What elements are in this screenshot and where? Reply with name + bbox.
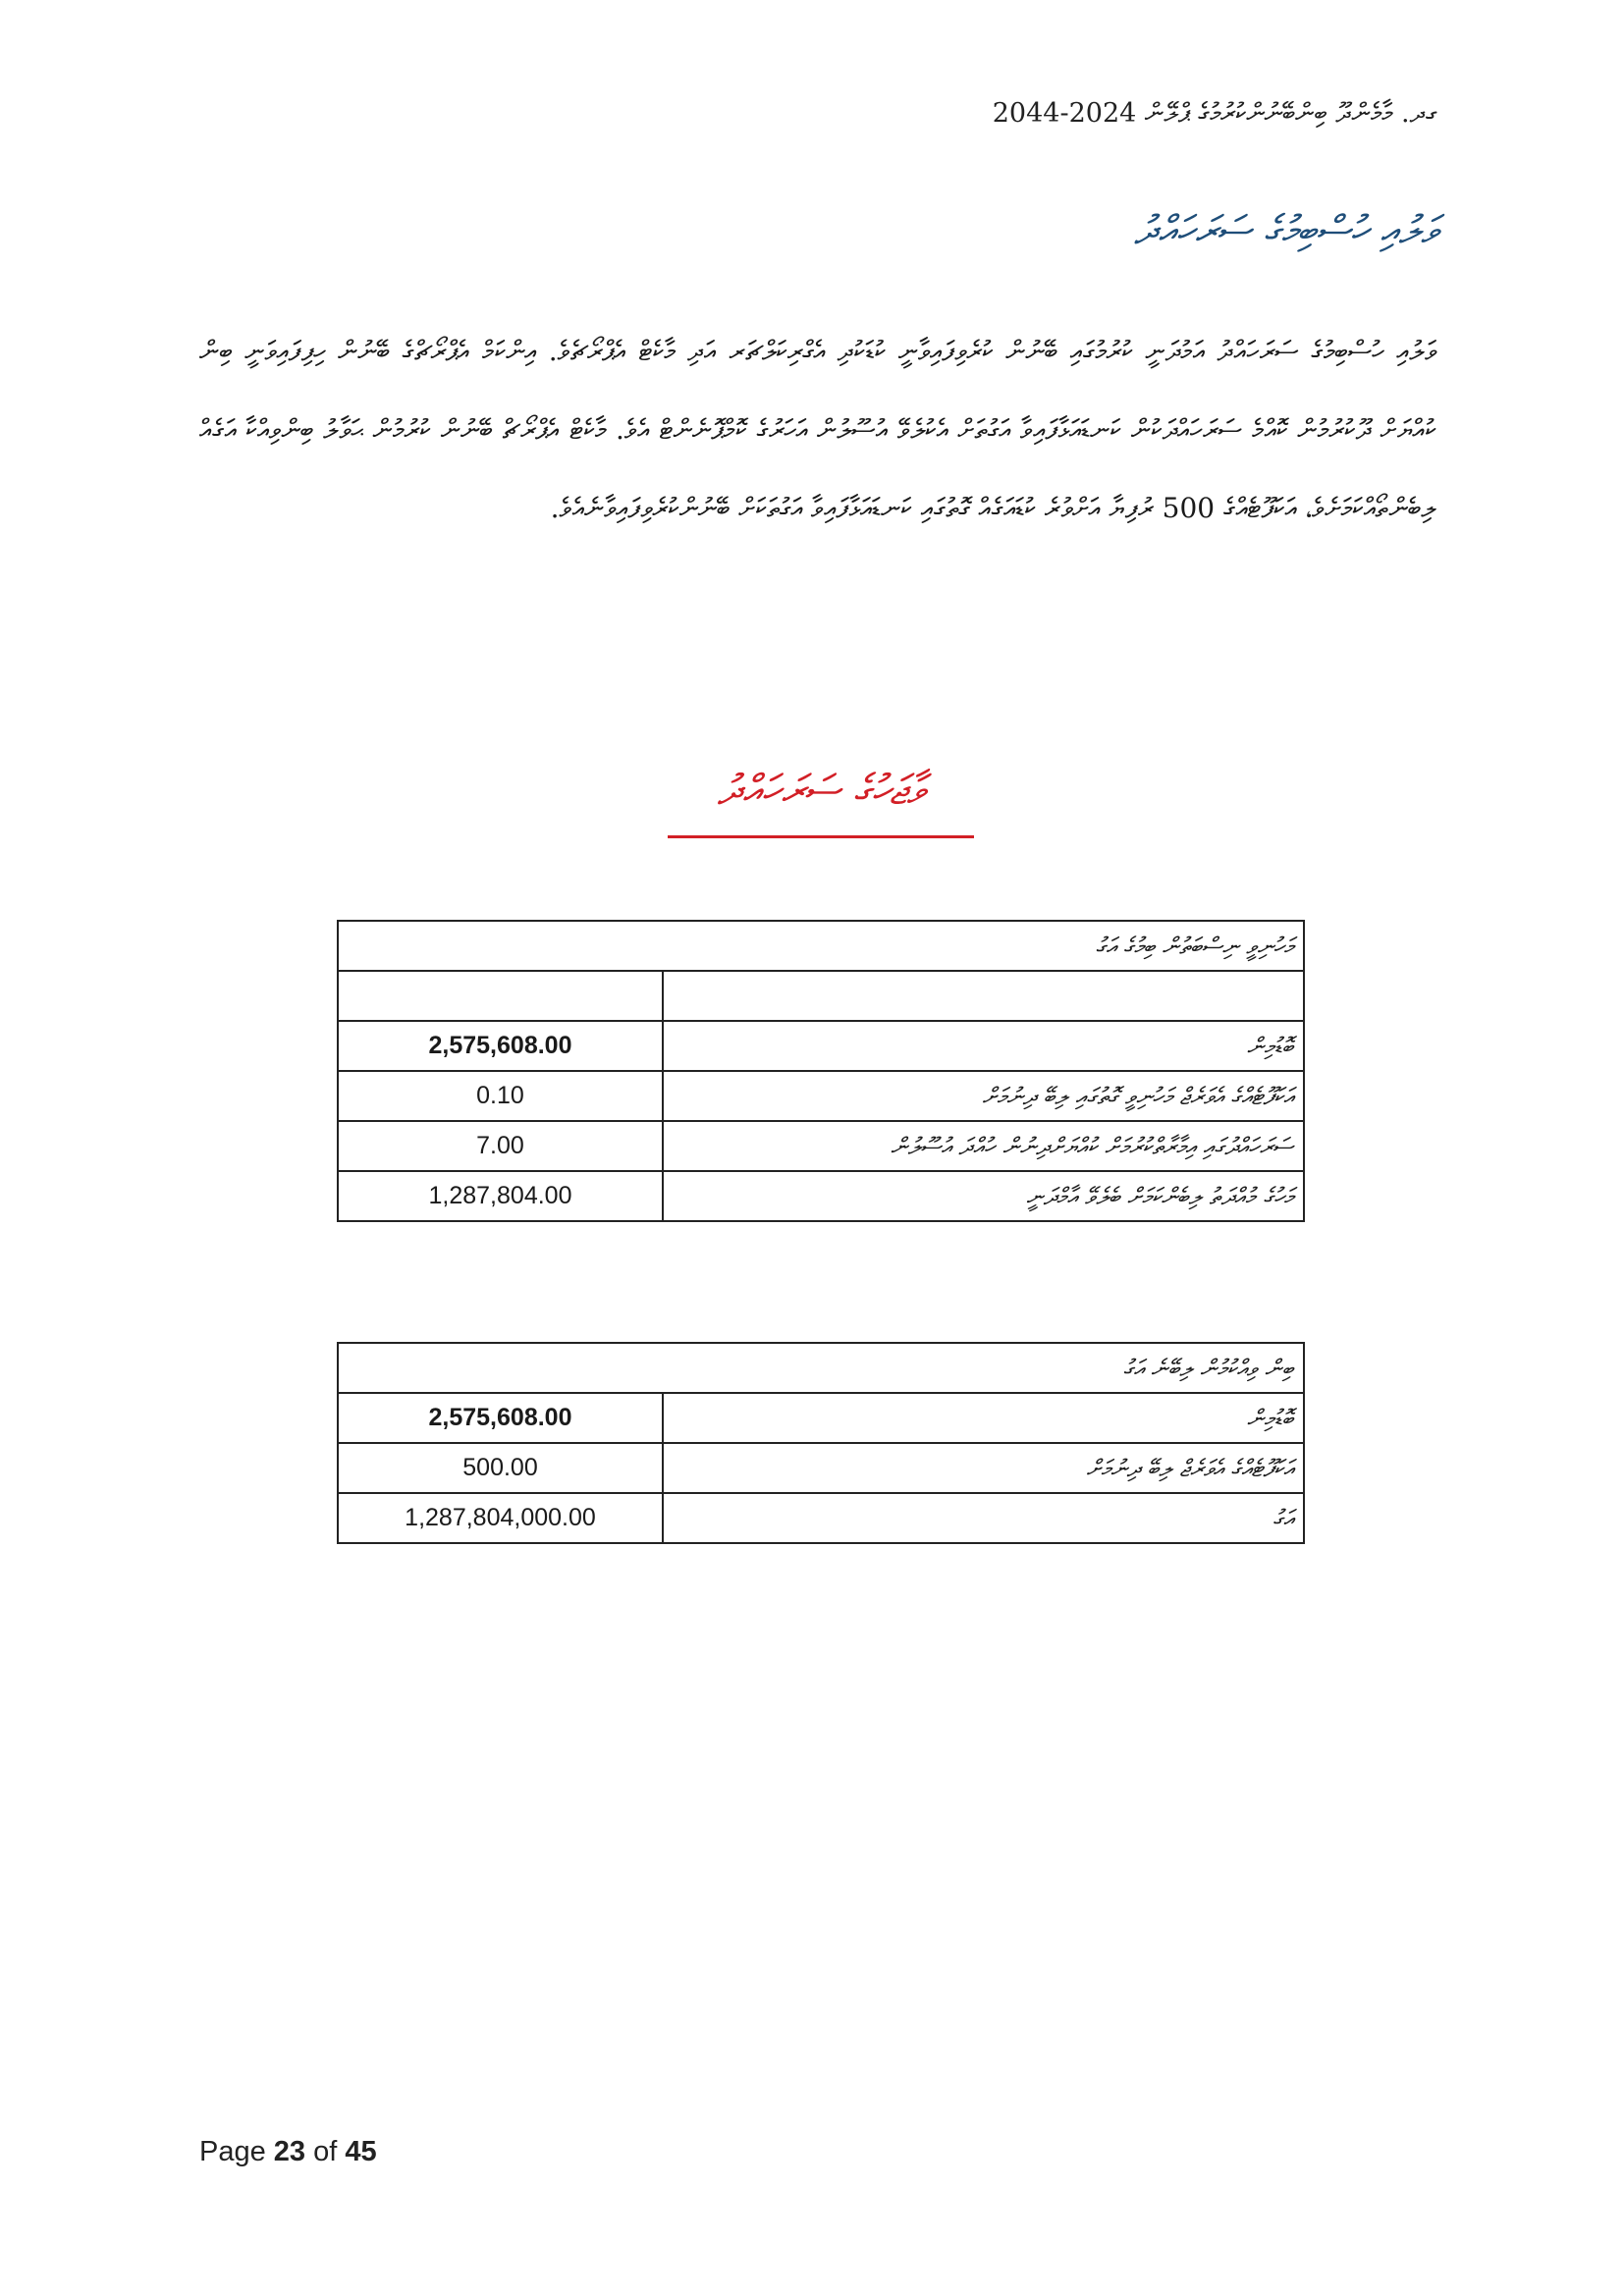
table-value: 0.10 — [338, 1071, 663, 1121]
table-label: ބޮޑުމިން — [663, 1021, 1304, 1071]
footer-page-number: 23 — [273, 2136, 306, 2167]
valuation-title: ވާޖަހުގެ ސަރަހައްދު — [717, 766, 925, 814]
table-cell-empty — [338, 971, 663, 1021]
table-row — [338, 1493, 1304, 1543]
page-footer — [199, 2136, 377, 2168]
table-label: ބޮޑުމިން — [663, 1393, 1304, 1443]
table-row — [338, 1021, 1304, 1071]
table-cell-empty — [663, 971, 1304, 1021]
rental-income-table — [337, 920, 1305, 1222]
table-value: 1,287,804.00 — [338, 1171, 663, 1221]
table-label: އަކަފޫޓެއްގެ އެވަރެޖް ލިބޭ ދިނުމަށް — [663, 1443, 1304, 1493]
table-row — [338, 1071, 1304, 1121]
table-label: ސަރަހައްދުގައި އިމާރާތްކުރުމަށް ކުއްޔަށްދިނުން ހުއްދަ އުސޫލުން — [663, 1121, 1304, 1171]
valuation-title-underline — [668, 835, 974, 838]
footer-prefix: Page — [199, 2136, 266, 2167]
sale-value-table — [337, 1342, 1305, 1544]
table-label: އަކަފޫޓެއްގެ އެވަރެޖް މަހުނިވީ ގޮތުގައި ލިބޭ ދިނުމަށް — [663, 1071, 1304, 1121]
table-heading-row — [338, 921, 1304, 971]
table-label: މަހުގެ މުއްދަތު ލިބެންކަމަށް ބެލެވޭ އާމްދަނީ — [663, 1171, 1304, 1221]
footer-page-total: 45 — [345, 2136, 377, 2167]
table-value: 2,575,608.00 — [338, 1393, 663, 1443]
table-heading: މަހުނިވީ ނިސްބަތުން ބިމުގެ އަގު — [338, 921, 1304, 971]
table-value: 500.00 — [338, 1443, 663, 1493]
table-heading: ބިން ވިއްކުމުން ލިބޭނެ އަގު — [338, 1343, 1304, 1393]
table-blank-row — [338, 971, 1304, 1021]
document-header: ގދ. މާމެންދޫ ބިންބޭނުންކުރުމުގެ ޕްލޭން 2024-2044 — [992, 98, 1437, 129]
table-value: 2,575,608.00 — [338, 1021, 663, 1071]
section-heading: ވަލުއި ހުސްބިމުގެ ސަރަހައްދު — [1134, 208, 1437, 253]
table-row — [338, 1443, 1304, 1493]
table-label: އަގު — [663, 1493, 1304, 1543]
table-row — [338, 1393, 1304, 1443]
body-paragraph: ވަލުއި ހުސްބިމުގެ ސަރަހައްދު އަމުދަނީ ކުރުމުގައި ބޭނުން ކުރެވިފައިވާނީ ކުޑަކުދި އެގްރިކަލްޗަރ އަދި މާކެޓް އެޕްރޯޗެވެ. އިންކަމް އެޕްރޯޗްގެ ބޭނުން ހިފިފައިވަނީ ބިން ކުއްޔަށް ދޫކުރުމުން ކޮއްމެ ސަރަހައްދަކުން ކަނޑައަޅާފައިވާ އަގުތަށް އެކުލެވޭ އުސޫލުން އަހަރުގެ ކޮމްޕޮނެންޓް އެވެ. މާކެޓް އެޕްރޯޗް ބޭނުން ކުރުމުން ޙަވާލު ބިންވިއްކާ އަގެއް ލިބެންތޯއްކަމަށެވެ، އަކަފޫޓެއްގެ 500 ރުފިޔާ އަށްވުރެ ކުޑައަގެއް ގޮތުގައި ކަނޑައަޅާފައިވާ އަގުތަކަށް ބޭނުންކުރެވިފައިވާނެއެވެ. — [199, 335, 1436, 524]
table-row — [338, 1171, 1304, 1221]
table-heading-row — [338, 1343, 1304, 1393]
table-value: 1,287,804,000.00 — [338, 1493, 663, 1543]
table-row — [338, 1121, 1304, 1171]
footer-of: of — [313, 2136, 338, 2167]
table-value: 7.00 — [338, 1121, 663, 1171]
